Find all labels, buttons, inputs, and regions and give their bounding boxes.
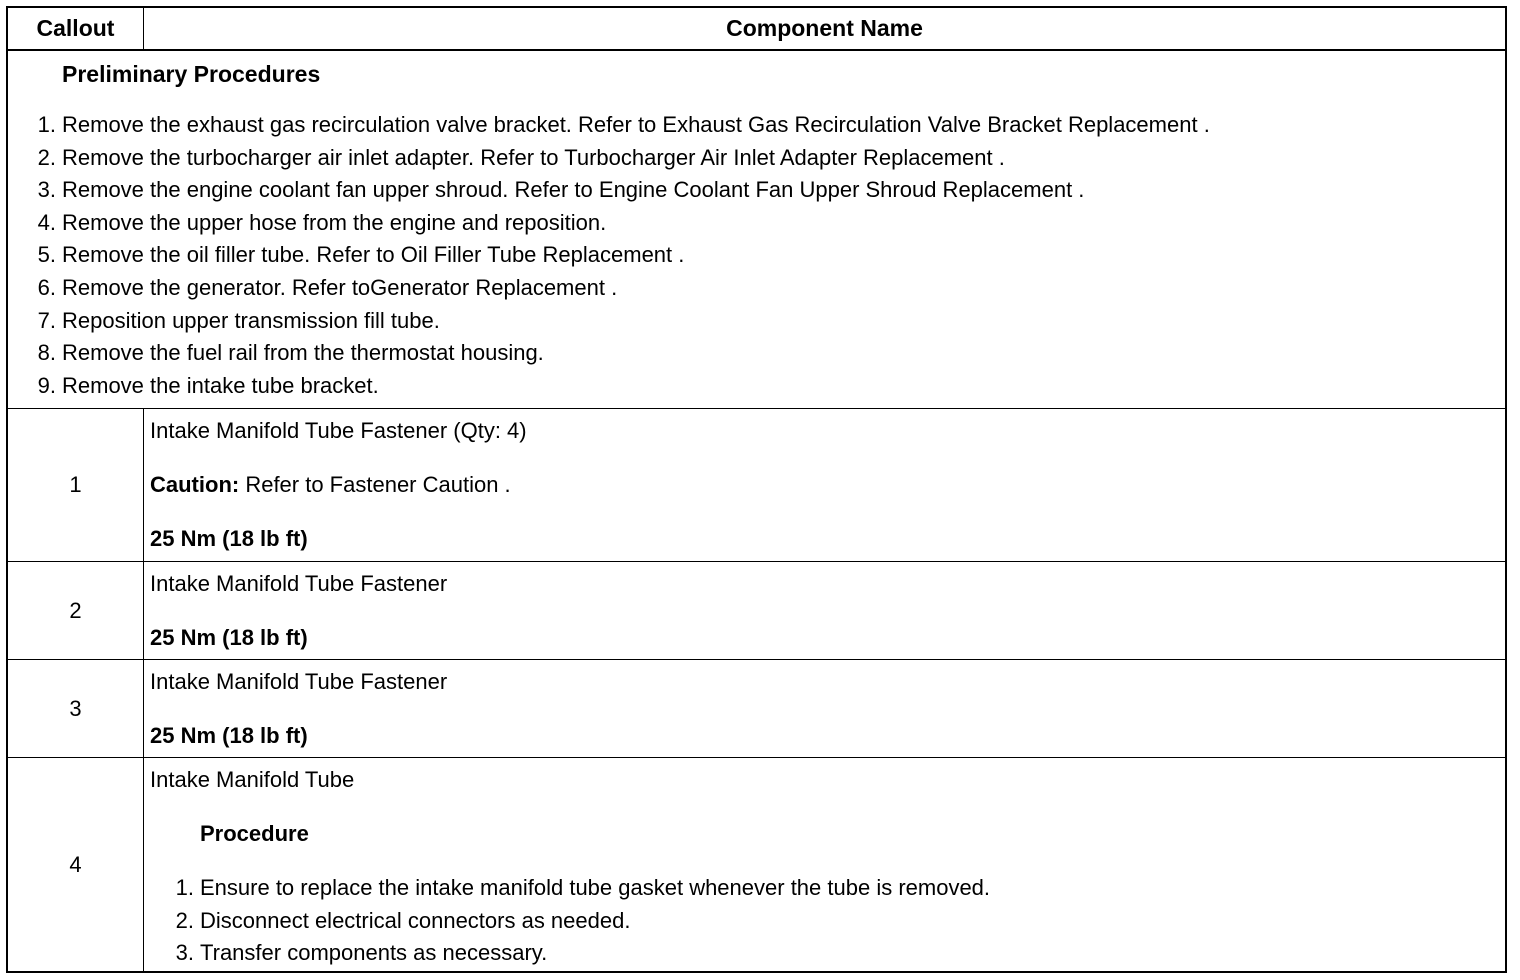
- list-item-number: 9.: [37, 372, 56, 398]
- table-row: [8, 409, 1505, 562]
- list-item-text: Reposition upper transmission fill tube.: [62, 307, 440, 333]
- callout-cell: 1: [8, 409, 144, 562]
- list-item: [150, 937, 1505, 970]
- list-item-number: 3.: [175, 940, 194, 966]
- component-name: Intake Manifold Tube: [150, 767, 355, 792]
- torque-spec: 25 Nm (18 lb ft): [150, 625, 308, 650]
- component-table: [6, 6, 1507, 973]
- list-item: [150, 872, 1505, 905]
- list-item: [8, 305, 1505, 338]
- torque-spec: 25 Nm (18 lb ft): [150, 526, 308, 551]
- table-row: [8, 758, 1505, 973]
- component-cell: [144, 758, 1506, 973]
- table-row: [8, 562, 1505, 660]
- list-item: [8, 109, 1505, 142]
- list-item: [8, 174, 1505, 207]
- preliminary-row: [8, 50, 1505, 409]
- component-name: Intake Manifold Tube Fastener: [150, 669, 448, 694]
- list-item-text: Remove the fuel rail from the thermostat housing.: [62, 340, 544, 366]
- list-item-text: Remove the intake tube bracket.: [62, 372, 379, 398]
- list-item-number: 1.: [37, 112, 56, 137]
- table-header-row: [8, 8, 1505, 50]
- list-item: [8, 142, 1505, 175]
- component-name: Intake Manifold Tube Fastener: [150, 571, 448, 596]
- list-item-text: Remove the upper hose from the engine and reposition.: [62, 209, 607, 235]
- component-cell: [144, 409, 1506, 562]
- component-cell: [144, 660, 1506, 758]
- table-row: [8, 660, 1505, 758]
- list-item-text: Disconnect electrical connectors as needed.: [200, 907, 631, 933]
- list-item-text: Transfer components as necessary.: [200, 940, 548, 966]
- list-item-number: 5.: [37, 242, 56, 268]
- procedure-title: Procedure: [200, 821, 309, 846]
- list-item-number: 4.: [37, 209, 56, 235]
- preliminary-cell: [8, 50, 1505, 409]
- header-callout: Callout: [8, 8, 144, 50]
- list-item-number: 8.: [37, 340, 56, 366]
- list-item: [8, 239, 1505, 272]
- list-item-text: Remove the exhaust gas recirculation valve bracket. Refer to Exhaust Gas Recirculation Valve Bracket Replacement .: [62, 112, 1210, 137]
- caution-label: Caution:: [150, 472, 240, 497]
- list-item-number: 6.: [37, 274, 56, 300]
- list-item-number: 1.: [175, 875, 194, 900]
- component-name: Intake Manifold Tube Fastener (Qty: 4): [150, 418, 527, 443]
- procedure-list: [150, 872, 1505, 970]
- list-item: [8, 207, 1505, 240]
- component-cell: [144, 562, 1506, 660]
- list-item-text: Remove the turbocharger air inlet adapter. Refer to Turbocharger Air Inlet Adapter Replacement .: [62, 144, 1005, 170]
- list-item-text: Ensure to replace the intake manifold tube gasket whenever the tube is removed.: [200, 875, 991, 900]
- preliminary-list: [8, 109, 1505, 402]
- list-item-text: Remove the engine coolant fan upper shroud. Refer to Engine Coolant Fan Upper Shroud Replacement .: [62, 177, 1085, 203]
- list-item-number: 2.: [175, 907, 194, 933]
- list-item-text: Remove the generator. Refer toGenerator Replacement .: [62, 274, 618, 300]
- callout-cell: 2: [8, 562, 144, 660]
- list-item-text: Remove the oil filler tube. Refer to Oil Filler Tube Replacement .: [62, 242, 685, 268]
- list-item-number: 7.: [37, 307, 56, 333]
- caution-text: Refer to Fastener Caution .: [239, 472, 511, 497]
- list-item: [8, 272, 1505, 305]
- list-item: [150, 905, 1505, 938]
- caution-note: [150, 472, 1505, 498]
- preliminary-title: Preliminary Procedures: [62, 61, 321, 87]
- callout-cell: 4: [8, 758, 144, 973]
- list-item: [8, 337, 1505, 370]
- list-item: [8, 370, 1505, 403]
- header-component-name: Component Name: [144, 8, 1506, 50]
- callout-cell: 3: [8, 660, 144, 758]
- list-item-number: 3.: [37, 177, 56, 203]
- list-item-number: 2.: [37, 144, 56, 170]
- torque-spec: 25 Nm (18 lb ft): [150, 723, 308, 748]
